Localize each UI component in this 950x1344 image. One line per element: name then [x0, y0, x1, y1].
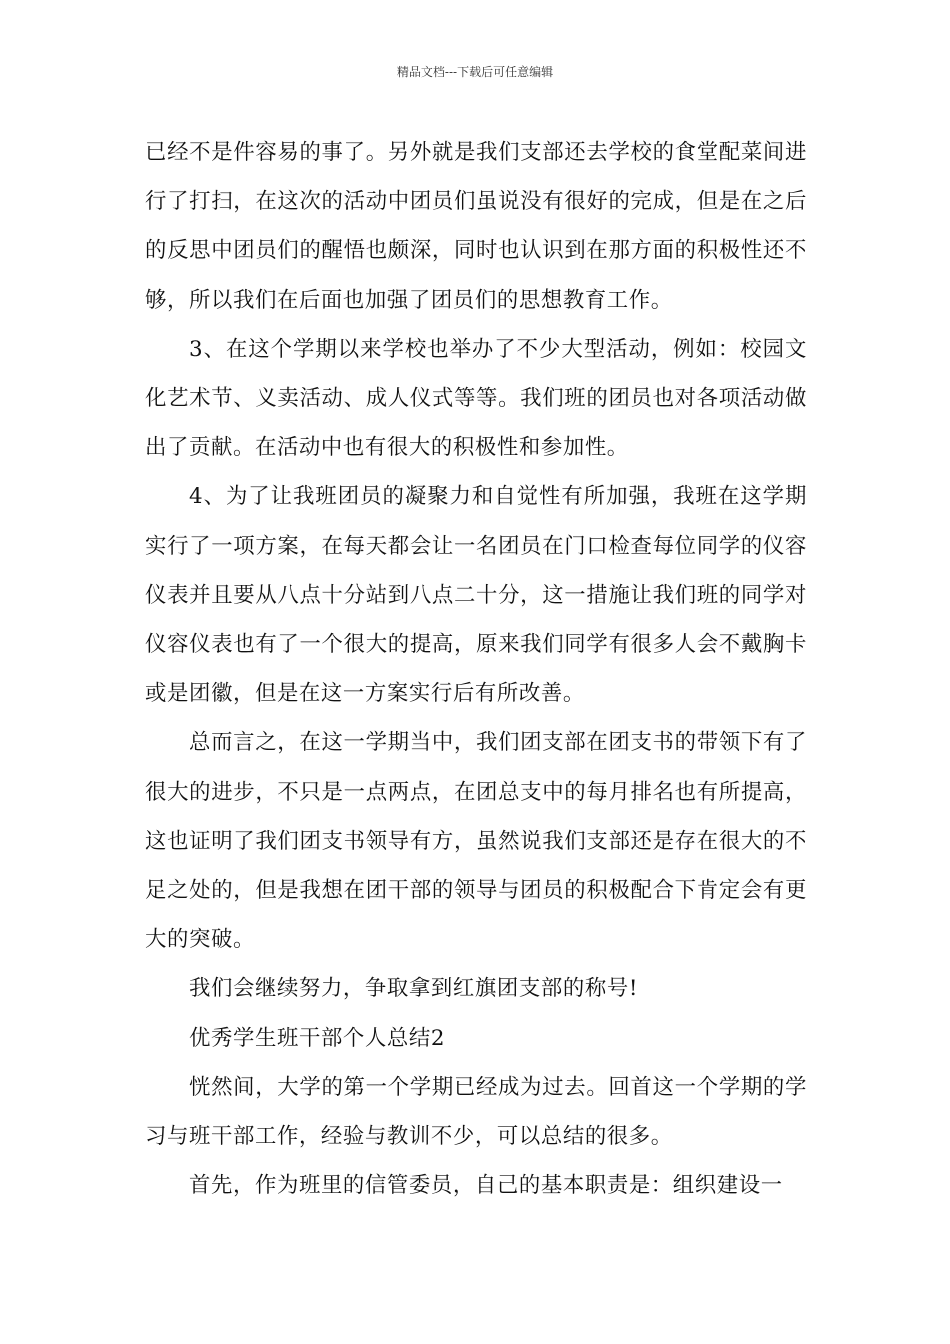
paragraph-5: 我们会继续努力，争取拿到红旗团支部的称号!	[189, 976, 639, 1002]
section-heading: 优秀学生班干部个人总结2	[189, 1025, 446, 1051]
document-body	[145, 128, 807, 1210]
paragraph-2: 3、在这个学期以来学校也举办了不少大型活动，例如：校园文化艺术节、义卖活动、成人仪式等等。我们班的团员也对各项活动做出了贡献。在活动中也有很大的积极性和参加性。	[145, 336, 807, 461]
paragraph-4: 总而言之，在这一学期当中，我们团支部在团支书的带领下有了很大的进步，不只是一点两点，在团总支中的每月排名也有所提高，这也证明了我们团支书领导有方，虽然说我们支部还是存在很大的不足之处的，但是我想在团干部的领导与团员的积极配合下肯定会有更大的突破。	[145, 730, 807, 953]
paragraph-1: 已经不是件容易的事了。另外就是我们支部还去学校的食堂配菜间进行了打扫，在这次的活动中团员们虽说没有很好的完成，但是在之后的反思中团员们的醒悟也颇深，同时也认识到在那方面的积极性还不够，所以我们在后面也加强了团员们的思想教育工作。	[145, 140, 807, 313]
paragraph-3: 4、为了让我班团员的凝聚力和自觉性有所加强，我班在这学期实行了一项方案，在每天都会让一名团员在门口检查每位同学的仪容仪表并且要从八点十分站到八点二十分，这一措施让我们班的同学对仪容仪表也有了一个很大的提高，原来我们同学有很多人会不戴胸卡或是团徽，但是在这一方案实行后有所改善。	[145, 484, 807, 707]
paragraph-7: 首先，作为班里的信管委员，自己的基本职责是：组织建设一	[189, 1173, 783, 1199]
paragraph-6: 恍然间，大学的第一个学期已经成为过去。回首这一个学期的学习与班干部工作，经验与教训不少，可以总结的很多。	[145, 1074, 807, 1150]
page-header: 精品文档---下载后可任意编辑	[396, 65, 554, 79]
